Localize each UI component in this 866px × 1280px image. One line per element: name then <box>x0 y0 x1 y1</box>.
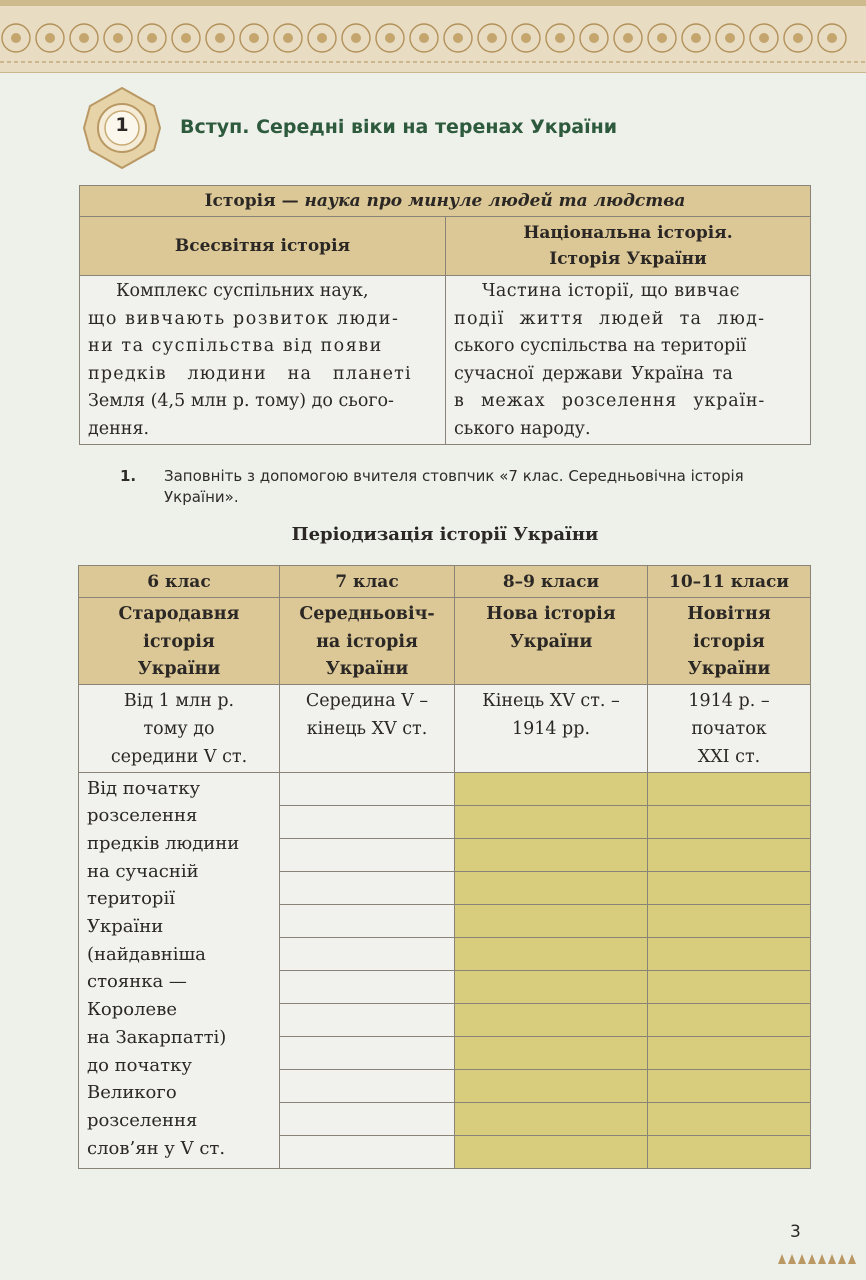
chapter-number: 1 <box>115 114 129 136</box>
text-line: дення. <box>88 418 150 439</box>
text-line: ни та суспільства від появи <box>88 336 383 357</box>
shaded-cell <box>648 1135 811 1168</box>
shaded-cell <box>455 805 648 838</box>
shaded-cell <box>455 871 648 904</box>
fill-in-cell[interactable] <box>280 772 455 805</box>
periodization-table <box>78 565 811 1169</box>
definition-header-prefix: Історія — <box>204 191 305 211</box>
text-line: події життя людей та люд- <box>454 308 766 329</box>
subject-modern: Нова історія України <box>455 598 648 685</box>
text-line: Земля (4,5 млн р. тому) до сього- <box>88 391 394 412</box>
history-definition-table <box>79 185 811 445</box>
national-history-heading: Національна історія. Історія України <box>446 217 811 276</box>
chapter-title: Вступ. Середні віки на теренах України <box>180 116 618 138</box>
fill-in-cell[interactable] <box>280 838 455 871</box>
header-grade-8-9: 8–9 класи <box>455 566 648 598</box>
text-line: сучасної держави Україна та <box>454 363 733 384</box>
shaded-cell <box>648 871 811 904</box>
definition-header <box>80 186 811 217</box>
national-history-definition <box>446 276 811 445</box>
period-contemporary: 1914 р. – початок XXI ст. <box>648 684 811 772</box>
shaded-cell <box>648 838 811 871</box>
text-line: в межах розселення україн- <box>454 391 766 412</box>
shaded-cell <box>455 838 648 871</box>
chapter-heading <box>82 86 782 170</box>
text-line: предків людини на планеті <box>88 363 412 384</box>
shaded-cell <box>455 1102 648 1135</box>
subject-ancient: Стародавня історія України <box>79 598 280 685</box>
shaded-cell <box>648 1069 811 1102</box>
world-history-heading: Всесвітня історія <box>80 217 446 276</box>
shaded-cell <box>455 970 648 1003</box>
subject-contemporary: Новітня історія України <box>648 598 811 685</box>
shaded-cell <box>648 1036 811 1069</box>
text-line: що вивчають розвиток люди- <box>88 308 400 329</box>
fill-in-cell[interactable] <box>280 970 455 1003</box>
task-text: Заповніть з допомогою вчителя стовпчик «7 клас. Середньовічна історія України». <box>164 467 744 506</box>
subject-medieval: Середньовіч- на історія України <box>280 598 455 685</box>
world-history-definition <box>80 276 446 445</box>
shaded-cell <box>648 937 811 970</box>
shaded-cell <box>455 1036 648 1069</box>
shaded-cell <box>455 1135 648 1168</box>
fill-in-cell[interactable] <box>280 904 455 937</box>
shaded-cell <box>455 937 648 970</box>
text-line: Комплекс суспільних наук, <box>116 281 369 301</box>
fill-in-cell[interactable] <box>280 1069 455 1102</box>
task-number: 1. <box>120 467 137 485</box>
header-grade-10-11: 10–11 класи <box>648 566 811 598</box>
fill-in-cell[interactable] <box>280 871 455 904</box>
shaded-cell <box>455 772 648 805</box>
shaded-cell <box>648 1003 811 1036</box>
header-grade-6: 6 клас <box>79 566 280 598</box>
shaded-cell <box>455 1069 648 1102</box>
shaded-cell <box>648 904 811 937</box>
fill-in-cell[interactable] <box>280 937 455 970</box>
first-column-description: Від початку розселення предків людини на сучасній території України (найдавніша стоянка — Королеве на Закарпатті) до початку Великого розселення слов’ян у V ст. <box>79 772 280 1168</box>
text-line: Частина історії, що вивчає <box>482 281 740 301</box>
footer-ornament-icon <box>778 1252 858 1266</box>
fill-in-cell[interactable] <box>280 1003 455 1036</box>
shaded-cell <box>648 805 811 838</box>
fill-in-cell[interactable] <box>280 1036 455 1069</box>
page-number: 3 <box>790 1222 801 1242</box>
periodization-title: Періодизація історії України <box>291 524 599 545</box>
shaded-cell <box>648 772 811 805</box>
shaded-cell <box>455 904 648 937</box>
shaded-cell <box>648 970 811 1003</box>
period-modern: Кінець XV ст. – 1914 рр. <box>455 684 648 772</box>
fill-in-cell[interactable] <box>280 805 455 838</box>
header-grade-7: 7 клас <box>280 566 455 598</box>
text-line: ського суспільства на території <box>454 336 747 357</box>
top-ornament-border <box>0 0 866 73</box>
period-medieval: Середина V – кінець XV ст. <box>280 684 455 772</box>
fill-in-cell[interactable] <box>280 1102 455 1135</box>
shaded-cell <box>648 1102 811 1135</box>
shaded-cell <box>455 1003 648 1036</box>
text-line: ського народу. <box>454 418 591 439</box>
definition-header-italic: наука про минуле людей та людства <box>304 191 686 211</box>
fill-in-cell[interactable] <box>280 1135 455 1168</box>
period-ancient: Від 1 млн р. тому до середини V ст. <box>79 684 280 772</box>
